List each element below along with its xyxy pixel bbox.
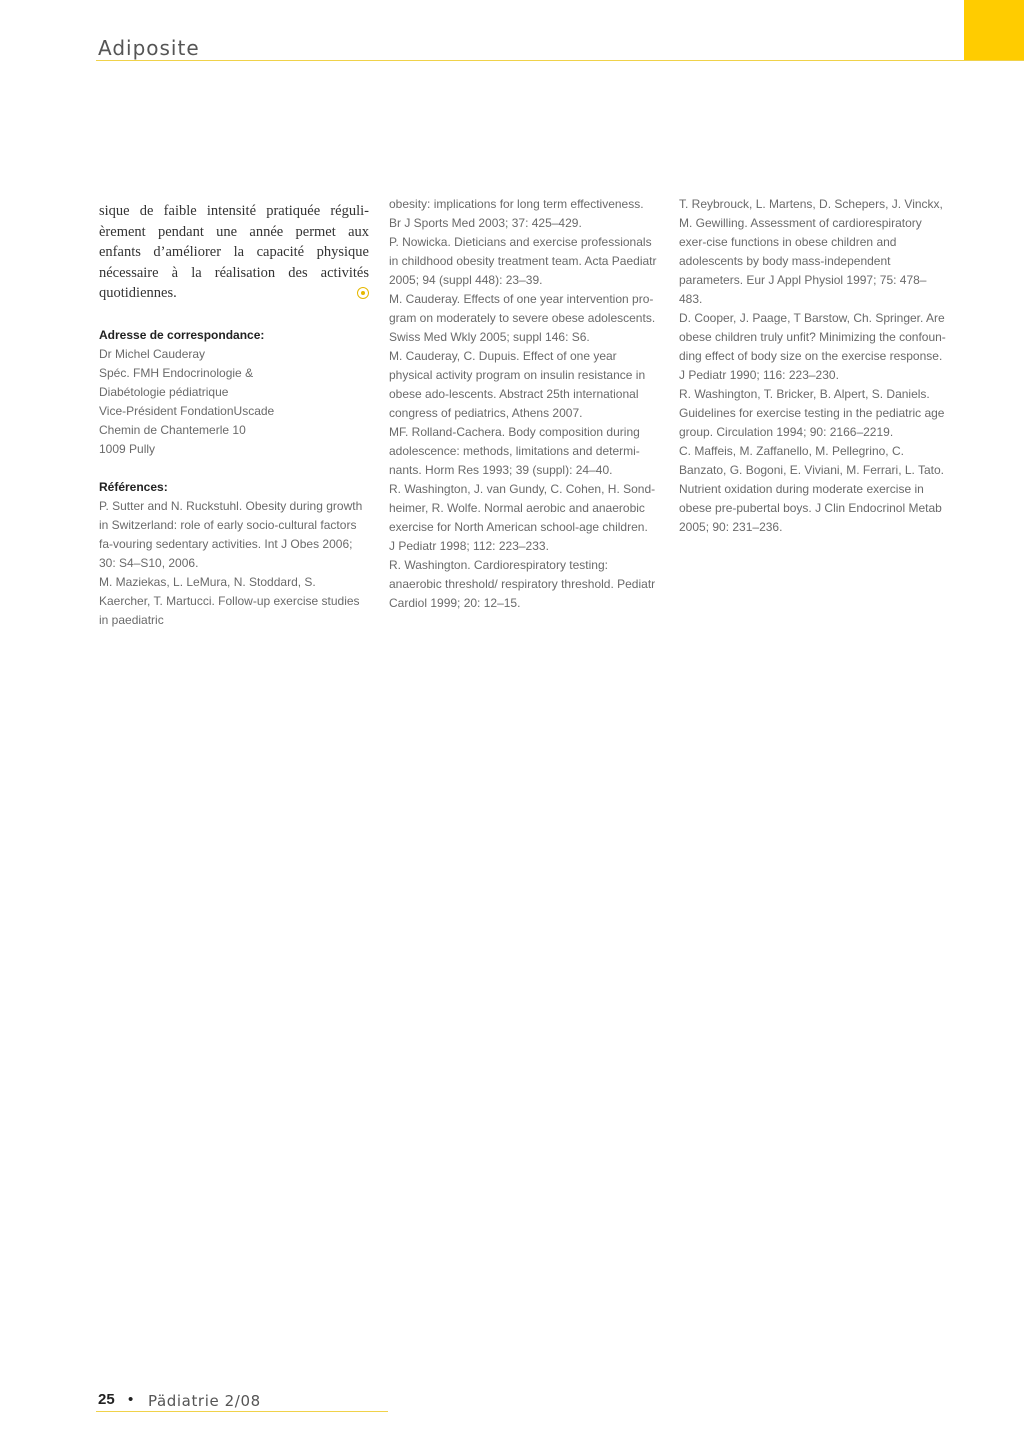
reference-item: R. Washington, J. van Gundy, C. Cohen, H. Sond-heimer, R. Wolfe. Normal aerobic and anaerobic exercise for North American school-age children. J Pediatr 1998; 112: 223–233. xyxy=(389,482,656,553)
address-line: Chemin de Chantemerle 10 xyxy=(99,422,246,437)
intro-text: sique de faible intensité pratiquée réguli-èrement pendant une année permet aux enfants d’améliorer la capacité physique nécessaire à la réalisation des activités quotidiennes. xyxy=(99,203,369,301)
reference-item: P. Nowicka. Dieticians and exercise professionals in childhood obesity treatment team. Acta Paediatr 2005; 94 (suppl 448): 23–39. xyxy=(389,235,657,287)
reference-item: MF. Rolland-Cachera. Body composition during adolescence: methods, limitations and determi-nants. Horm Res 1993; 39 (suppl): 24–40. xyxy=(389,425,640,477)
footer-separator: • xyxy=(128,1391,134,1408)
footer-rule xyxy=(96,1411,388,1412)
journal-name: Pädiatrie 2/08 xyxy=(148,1392,261,1410)
address-line: Diabétologie pédiatrique xyxy=(99,384,229,399)
intro-paragraph xyxy=(99,201,369,304)
address-heading: Adresse de correspondance: xyxy=(99,327,265,342)
references-heading: Références: xyxy=(99,479,168,494)
address-line: Dr Michel Cauderay xyxy=(99,346,206,361)
address-line: 1009 Pully xyxy=(99,441,156,456)
circle-dot-icon xyxy=(357,287,369,299)
reference-item: T. Reybrouck, L. Martens, D. Schepers, J. Vinckx, M. Gewilling. Assessment of cardiorespiratory exer-cise functions in obese children and adolescents by body mass-independent parameters. Eur J Appl Physiol 1997; 75: 478–483. xyxy=(679,197,943,306)
column-1 xyxy=(99,195,369,630)
column-3 xyxy=(679,195,949,537)
column-2 xyxy=(389,195,657,613)
reference-item: D. Cooper, J. Paage, T Barstow, Ch. Springer. Are obese children truly unfit? Minimizing the confoun-ding effect of body size on the exercise response. J Pediatr 1990; 116: 223–230. xyxy=(679,311,946,382)
address-block xyxy=(99,345,369,459)
reference-item: R. Washington, T. Bricker, B. Alpert, S. Daniels. Guidelines for exercise testing in the pediatric age group. Circulation 1994; 90: 2166–2219. xyxy=(679,387,945,439)
header-rule xyxy=(96,60,1024,61)
reference-item: M. Cauderay. Effects of one year intervention pro-gram on moderately to severe obese adolescents. Swiss Med Wkly 2005; suppl 146: S6. xyxy=(389,292,656,344)
address-line: Vice-Président FondationUscade xyxy=(99,403,275,418)
section-title: Adiposite xyxy=(98,36,200,60)
reference-item: C. Maffeis, M. Zaffanello, M. Pellegrino, C. Banzato, G. Bogoni, E. Viviani, M. Ferrari, L. Tato. Nutrient oxidation during moderate exercise in obese pre-pubertal boys. J Clin Endocrinol Metab 2005; 90: 231–236. xyxy=(679,444,945,534)
page-number: 25 xyxy=(98,1391,115,1408)
references-list xyxy=(99,497,369,630)
corner-color-tab xyxy=(964,0,1024,60)
reference-item: R. Washington. Cardiorespiratory testing: anaerobic threshold/ respiratory threshold. Pediatr Cardiol 1999; 20: 12–15. xyxy=(389,558,656,610)
reference-item: M. Cauderay, C. Dupuis. Effect of one year physical activity program on insulin resistance in obese ado-lescents. Abstract 25th international congress of pediatrics, Athens 2007. xyxy=(389,349,646,420)
address-line: Spéc. FMH Endocrinologie & xyxy=(99,365,254,380)
reference-item: M. Maziekas, L. LeMura, N. Stoddard, S. Kaercher, T. Martucci. Follow-up exercise studies in paediatric xyxy=(99,574,360,627)
reference-item: P. Sutter and N. Ruckstuhl. Obesity during growth in Switzerland: role of early socio-cultural factors fa-vouring sedentary activities. Int J Obes 2006; 30: S4–S10, 2006. xyxy=(99,498,363,570)
reference-item: obesity: implications for long term effectiveness. Br J Sports Med 2003; 37: 425–429. xyxy=(389,197,644,230)
